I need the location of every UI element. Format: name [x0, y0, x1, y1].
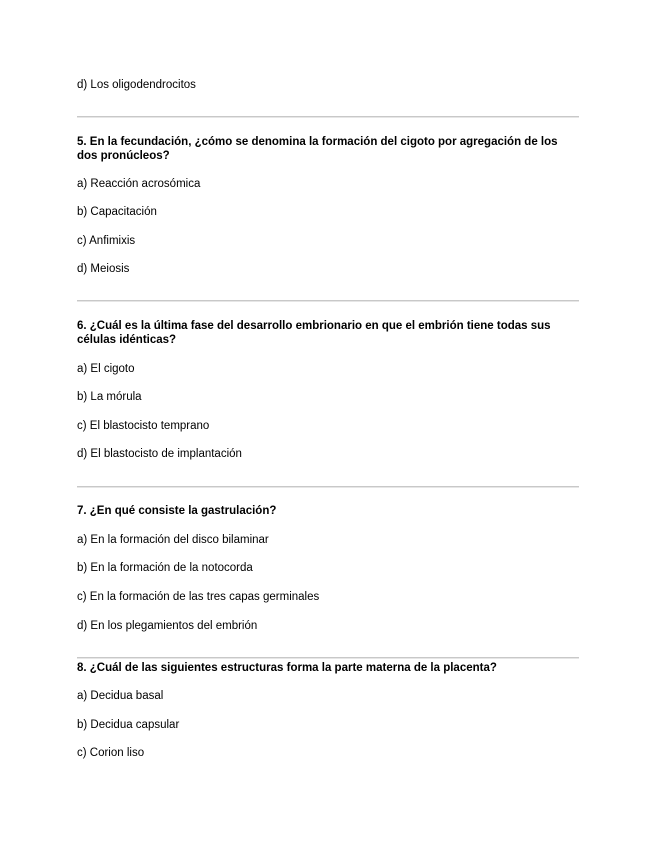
option-c: c) Anfimixis [77, 235, 136, 247]
option-d: d) Meiosis [77, 263, 130, 275]
option-c: c) Corion liso [77, 747, 145, 759]
question-text: 6. ¿Cuál es la última fase del desarrollo embrionario en que el embrión tiene todas sus células idénticas? [77, 320, 551, 346]
option-d: d) El blastocisto de implantación [77, 448, 242, 460]
option-b: b) Decidua capsular [77, 719, 180, 731]
option-c: c) En la formación de las tres capas germinales [77, 591, 320, 603]
divider [77, 116, 579, 118]
question-text: 7. ¿En qué consiste la gastrulación? [77, 505, 277, 517]
divider [77, 300, 579, 302]
option-a: a) El cigoto [77, 363, 135, 375]
option-b: b) En la formación de la notocorda [77, 562, 253, 574]
option-b: b) La mórula [77, 391, 142, 403]
question-text: 8. ¿Cuál de las siguientes estructuras forma la parte materna de la placenta? [77, 662, 497, 674]
option-b: b) Capacitación [77, 206, 157, 218]
divider [77, 657, 579, 659]
question-text: 5. En la fecundación, ¿cómo se denomina la formación del cigoto por agregación de los dos pronúcleos? [77, 136, 558, 162]
option-a: a) Decidua basal [77, 690, 164, 702]
option-a: a) Reacción acrosómica [77, 178, 201, 190]
option-c: c) El blastocisto temprano [77, 420, 210, 432]
divider [77, 486, 579, 488]
option-d: d) En los plegamientos del embrión [77, 620, 258, 632]
option-a: a) En la formación del disco bilaminar [77, 534, 269, 546]
option-d: d) Los oligodendrocitos [77, 79, 196, 91]
